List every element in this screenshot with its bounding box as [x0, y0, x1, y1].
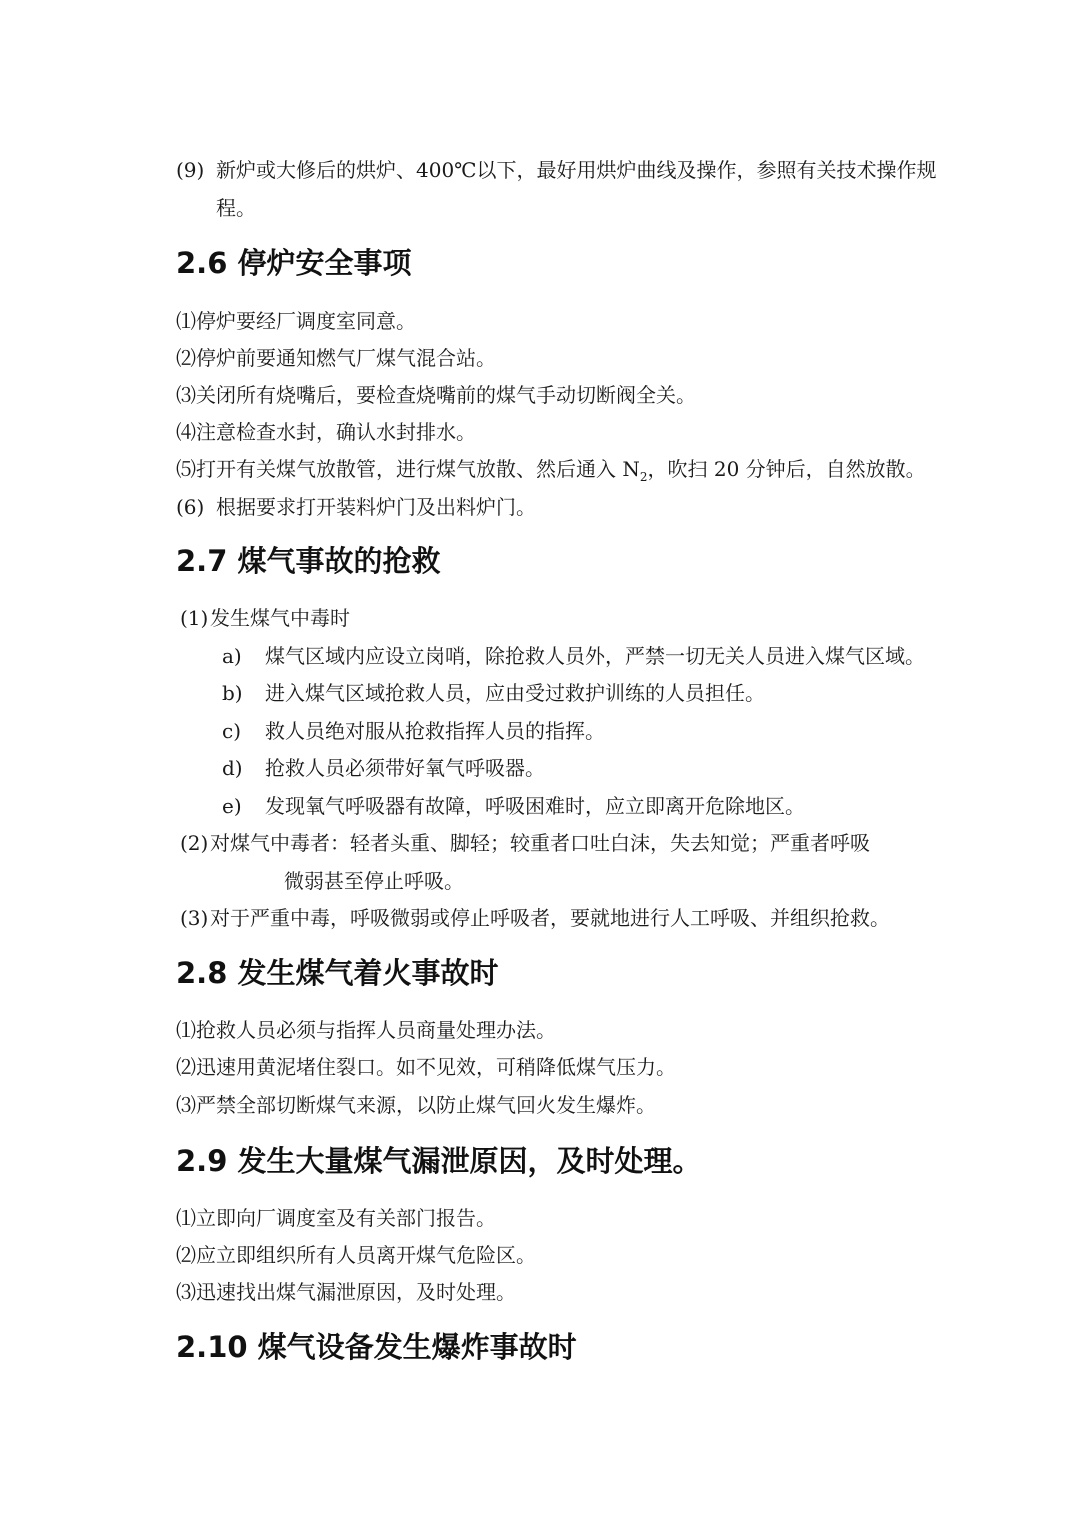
item-marker: (1) [180, 606, 209, 630]
item-marker: ⑶ [176, 383, 196, 407]
sub-list-item [222, 756, 545, 780]
item-marker: ⑶ [176, 1280, 196, 1304]
item-text: 严禁全部切断煤气来源，以防止煤气回火发生爆炸。 [196, 1093, 656, 1117]
item-text-continuation: 程。 [216, 196, 256, 220]
item-text: 立即向厂调度室及有关部门报告。 [196, 1206, 496, 1230]
item-text-continuation: 微弱甚至停止呼吸。 [284, 869, 464, 893]
item-marker: ⑵ [176, 346, 196, 370]
list-item [176, 158, 937, 182]
item-marker: ⑸ [176, 457, 196, 481]
sub-list-item [222, 681, 765, 705]
item-marker: ⑶ [176, 1093, 196, 1117]
item-text: 停炉前要通知燃气厂煤气混合站。 [196, 346, 496, 370]
list-item [176, 457, 926, 484]
list-item [176, 420, 476, 444]
item-text: ，吹扫 20 分钟后，自然放散。 [647, 457, 926, 481]
list-item [176, 1018, 556, 1042]
sub-item-marker: e) [222, 794, 242, 818]
item-marker: ⑵ [176, 1243, 196, 1267]
sub-item-text: 煤气区域内应设立岗哨，除抢救人员外，严禁一切无关人员进入煤气区域。 [265, 644, 925, 668]
item-text: 迅速找出煤气漏泄原因，及时处理。 [196, 1280, 516, 1304]
sub-list-item [222, 794, 805, 818]
list-item [180, 831, 870, 855]
item-text: 对煤气中毒者：轻者头重、脚轻；较重者口吐白沫，失去知觉；严重者呼吸 [210, 831, 870, 855]
section-heading: 2.6 停炉安全事项 [176, 246, 412, 280]
item-text: 停炉要经厂调度室同意。 [196, 309, 416, 333]
item-marker: ⑷ [176, 420, 196, 444]
section-heading: 2.10 煤气设备发生爆炸事故时 [176, 1330, 577, 1364]
list-item [176, 495, 536, 519]
item-text: 新炉或大修后的烘炉、400℃以下，最好用烘炉曲线及操作，参照有关技术操作规 [216, 158, 937, 182]
list-item [176, 1055, 676, 1079]
item-text: 打开有关煤气放散管，进行煤气放散、然后通入 N [196, 457, 640, 481]
sub-list-item [222, 719, 605, 743]
list-item [176, 1243, 536, 1267]
sub-list-item [222, 644, 925, 668]
sub-item-text: 发现氧气呼吸器有故障，呼吸困难时，应立即离开危除地区。 [265, 794, 805, 818]
item-text: 迅速用黄泥堵住裂口。如不见效，可稍降低煤气压力。 [196, 1055, 676, 1079]
item-text: 发生煤气中毒时 [210, 606, 350, 630]
item-text: 应立即组织所有人员离开煤气危险区。 [196, 1243, 536, 1267]
list-item [176, 309, 416, 333]
item-text: 对于严重中毒，呼吸微弱或停止呼吸者，要就地进行人工呼吸、并组织抢救。 [210, 906, 890, 930]
subscript: 2 [639, 470, 648, 484]
item-text: 注意检查水封，确认水封排水。 [196, 420, 476, 444]
sub-item-text: 进入煤气区域抢救人员，应由受过救护训练的人员担任。 [265, 681, 765, 705]
sub-item-marker: a) [222, 644, 242, 668]
item-marker: ⑵ [176, 1055, 196, 1079]
item-text: 抢救人员必须与指挥人员商量处理办法。 [196, 1018, 556, 1042]
sub-item-text: 抢救人员必须带好氧气呼吸器。 [265, 756, 545, 780]
item-marker: ⑴ [176, 1206, 196, 1230]
item-text: 关闭所有烧嘴后，要检查烧嘴前的煤气手动切断阀全关。 [196, 383, 696, 407]
sub-item-marker: b) [222, 681, 243, 705]
item-marker: (9) [176, 158, 205, 182]
sub-item-text: 救人员绝对服从抢救指挥人员的指挥。 [265, 719, 605, 743]
sub-item-marker: c) [222, 719, 242, 743]
section-heading: 2.8 发生煤气着火事故时 [176, 956, 499, 990]
list-item [176, 1093, 656, 1117]
list-item [180, 606, 350, 630]
list-item [176, 1206, 496, 1230]
list-item [176, 1280, 516, 1304]
section-heading: 2.9 发生大量煤气漏泄原因，及时处理。 [176, 1144, 702, 1178]
item-marker: (3) [180, 906, 209, 930]
list-item [176, 383, 696, 407]
section-heading: 2.7 煤气事故的抢救 [176, 544, 441, 578]
item-text: 根据要求打开装料炉门及出料炉门。 [216, 495, 536, 519]
item-marker: (6) [176, 495, 205, 519]
list-item [176, 346, 496, 370]
item-marker: (2) [180, 831, 209, 855]
sub-item-marker: d) [222, 756, 243, 780]
list-item [180, 906, 890, 930]
item-marker: ⑴ [176, 1018, 196, 1042]
item-marker: ⑴ [176, 309, 196, 333]
